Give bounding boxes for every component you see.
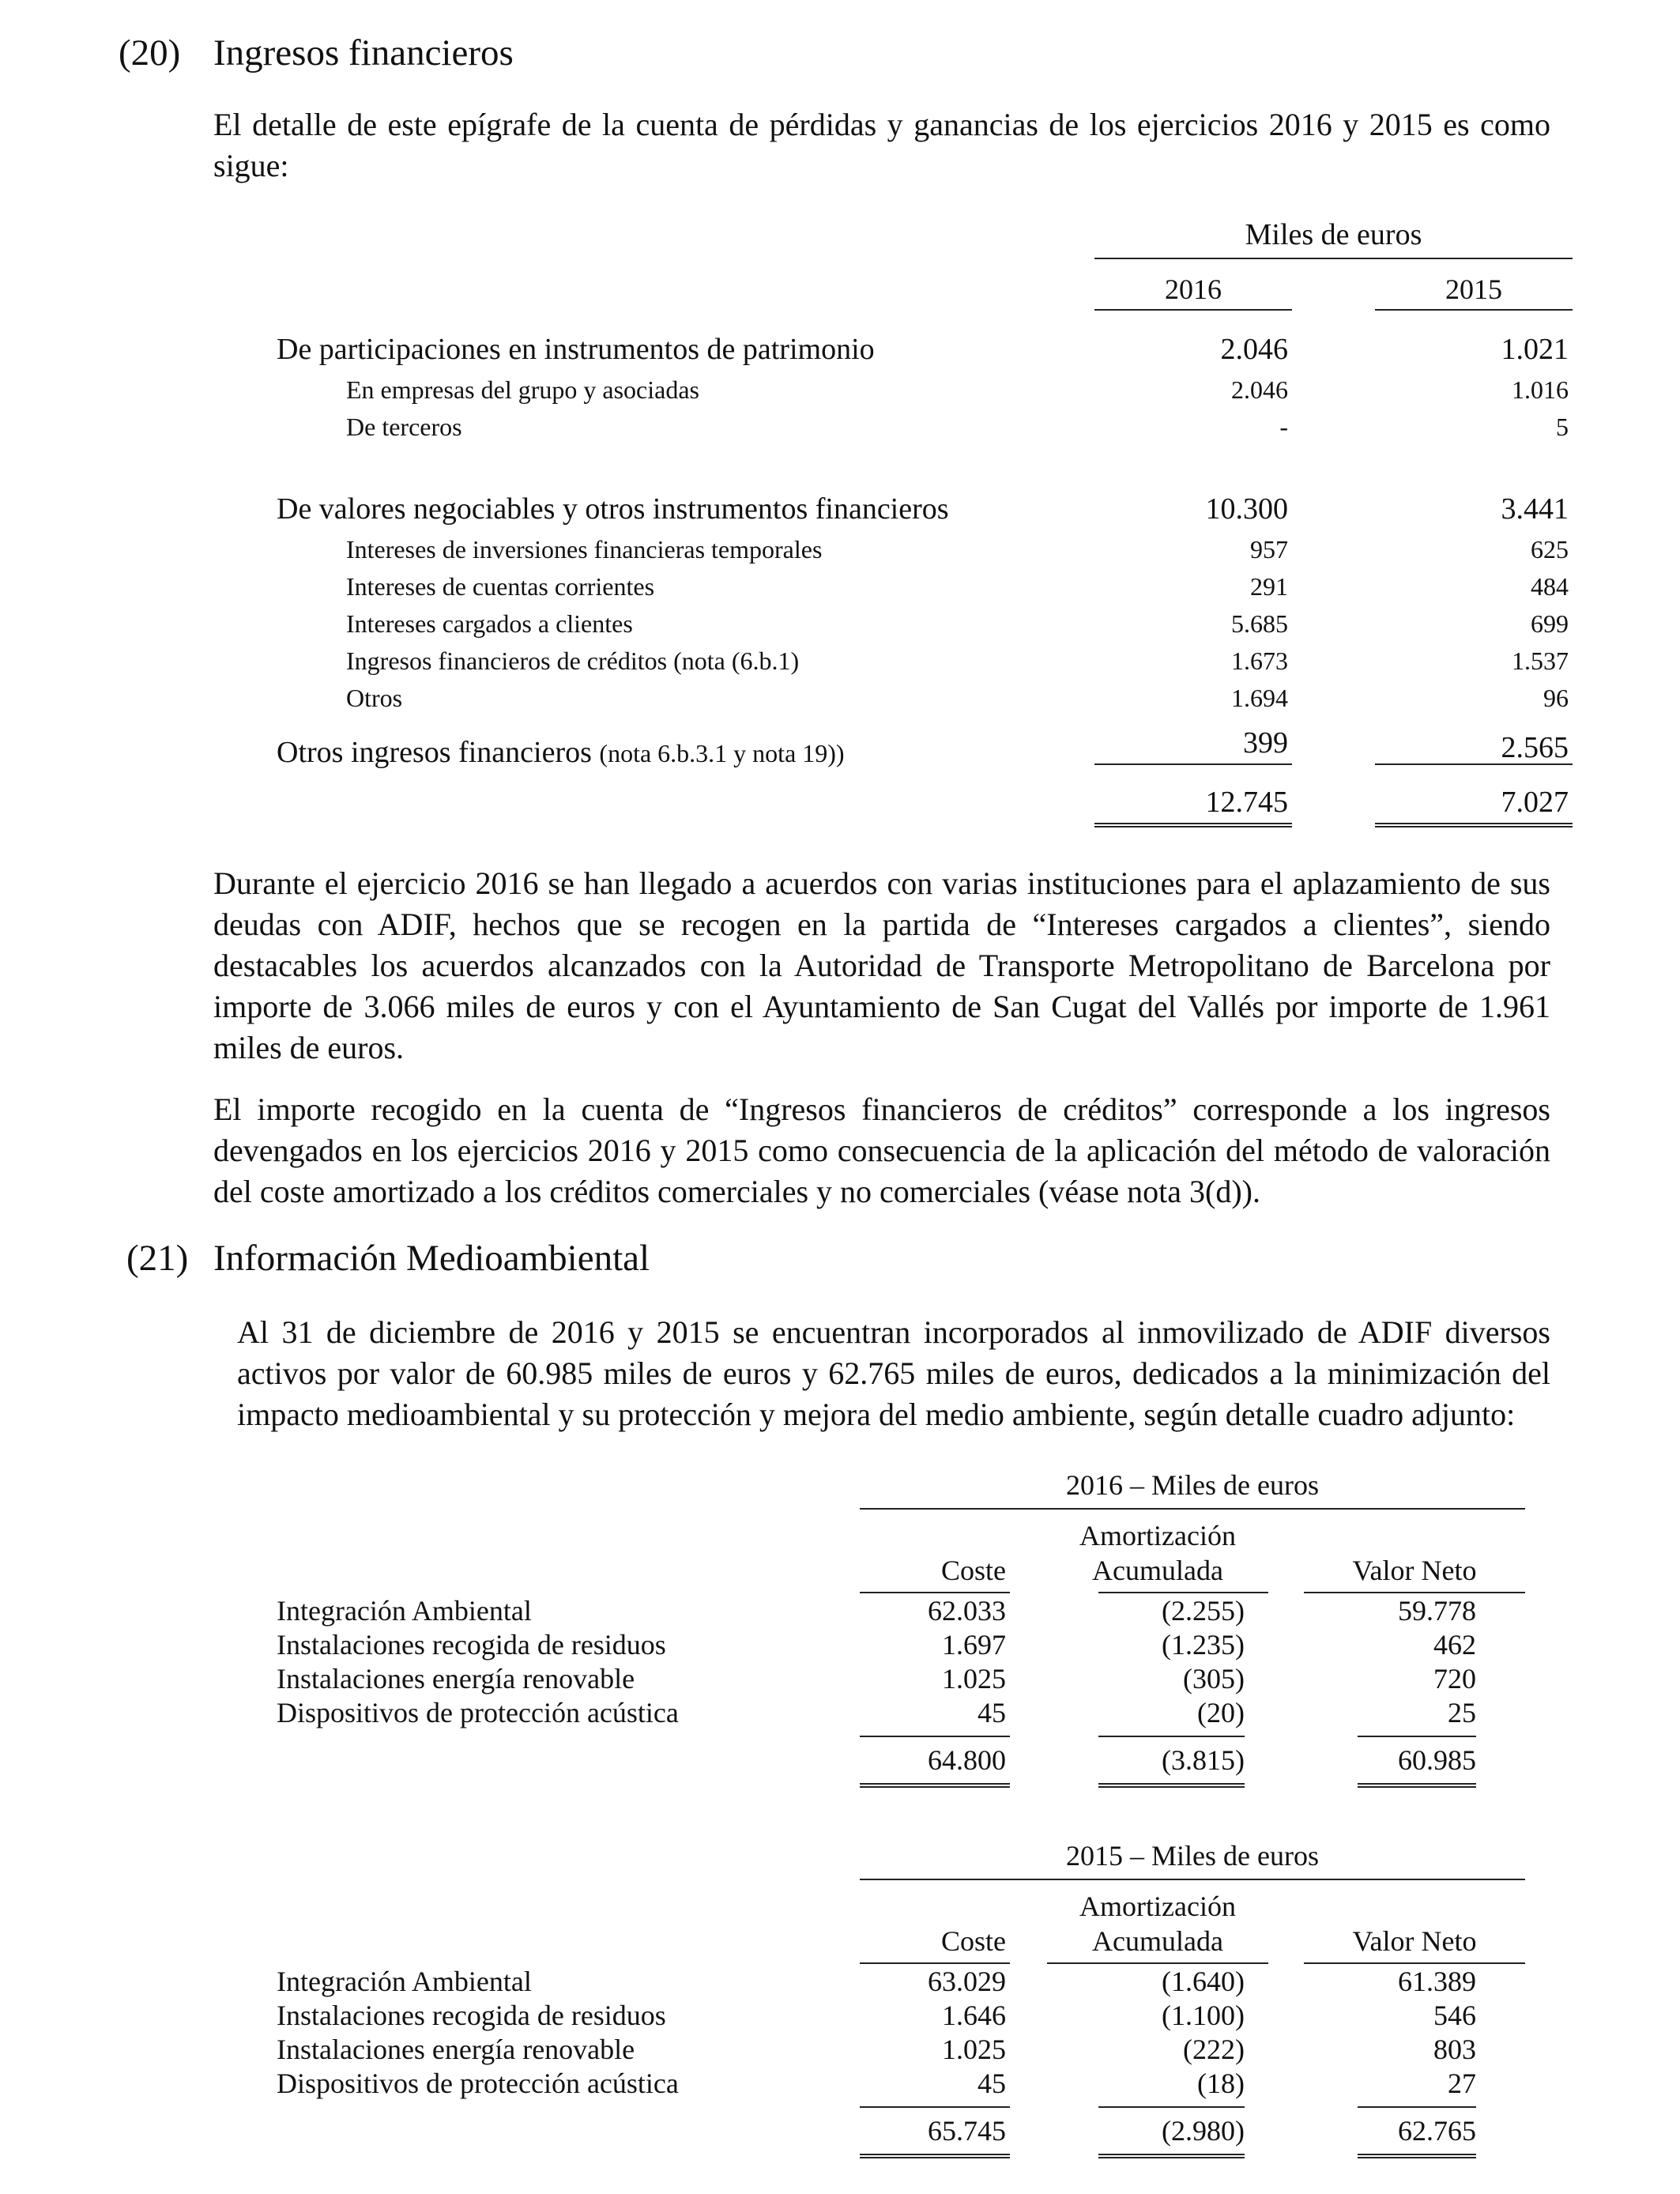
total-double-rule-coste bbox=[860, 2154, 1010, 2158]
item-label: Otros bbox=[346, 684, 403, 712]
env-total-amort: (2.980) bbox=[1162, 2115, 1245, 2147]
item-label: En empresas del grupo y asociadas bbox=[346, 375, 699, 404]
env-total-coste: 65.745 bbox=[928, 2115, 1006, 2147]
env-row-neto: 59.778 bbox=[1398, 1595, 1476, 1627]
other-income-note: (nota 6.b.3.1 y nota 19)) bbox=[599, 739, 845, 767]
env-table-2016-title: 2016 – Miles de euros bbox=[1066, 1469, 1319, 1501]
item-label: Intereses de inversiones financieras temporales bbox=[346, 535, 823, 564]
env-row-amort: (1.100) bbox=[1162, 2000, 1245, 2031]
item-value-2016: 291 bbox=[1250, 572, 1288, 601]
env-total-coste: 64.800 bbox=[928, 1744, 1006, 1776]
item-label: Ingresos financieros de créditos (nota (6.b.1) bbox=[346, 647, 800, 675]
env-row-neto: 720 bbox=[1433, 1663, 1476, 1695]
env-row-amort: (305) bbox=[1183, 1663, 1245, 1695]
year-2016-rule bbox=[1094, 309, 1292, 311]
col-coste-rule bbox=[860, 1962, 1010, 1964]
other-income-row bbox=[277, 735, 845, 770]
item-label: Intereses de cuentas corrientes bbox=[346, 572, 655, 601]
group-value-2015: 1.021 bbox=[1501, 333, 1569, 366]
year-2015-rule bbox=[1375, 309, 1573, 311]
env-row-coste: 62.033 bbox=[928, 1595, 1006, 1627]
col-neto: Valor Neto bbox=[1352, 1925, 1477, 1957]
section-20-paragraph-1: Durante el ejercicio 2016 se han llegado a acuerdos con varias instituciones para el aplazamiento de sus deudas con ADIF, hechos que se recogen en la partida de “Intereses cargados a clientes”, siendo destacables los acuerdos alcanzados con la Autoridad de Transporte Metropolitano de Barcelona por importe de 3.066 miles de euros y con el Ayuntamiento de San Cugat del Vallés por importe de 1.961 miles de euros. bbox=[213, 865, 1550, 1065]
env-row-neto: 462 bbox=[1433, 1629, 1476, 1661]
section-20-paragraph-2: El importe recogido en la cuenta de “Ingresos financieros de créditos” corresponde a los ingresos devengados en los ejercicios 2016 y 2015 como consecuencia de la aplicación del método de valoración del coste amortizado a los créditos comerciales y no comerciales (véase nota 3(d)). bbox=[213, 1091, 1550, 1209]
section-20-title: Ingresos financieros bbox=[213, 32, 514, 74]
item-value-2016: - bbox=[1279, 413, 1288, 441]
other-income-2016: 399 bbox=[1243, 726, 1288, 760]
subtotal-rule-amort bbox=[1098, 2106, 1245, 2108]
col-coste-rule bbox=[860, 1592, 1010, 1593]
subtotal-rule-neto bbox=[1358, 2106, 1476, 2108]
env-row-coste: 1.025 bbox=[942, 1663, 1006, 1695]
env-total-neto: 62.765 bbox=[1398, 2115, 1476, 2147]
group-label: De participaciones en instrumentos de patrimonio bbox=[277, 333, 875, 366]
subtotal-rule-coste bbox=[860, 1736, 1010, 1737]
env-row-label: Instalaciones recogida de residuos bbox=[277, 2000, 666, 2031]
col-amort-rule bbox=[1047, 1962, 1268, 1964]
col-neto: Valor Neto bbox=[1352, 1555, 1477, 1586]
col-amort-line1: Amortización bbox=[1079, 1520, 1236, 1551]
item-value-2015: 625 bbox=[1531, 535, 1569, 564]
group-label: De valores negociables y otros instrumentos financieros bbox=[277, 492, 949, 526]
other-income-label: Otros ingresos financieros bbox=[277, 736, 592, 769]
section-20-number: (20) bbox=[119, 32, 181, 74]
env-table-2015-title: 2015 – Miles de euros bbox=[1066, 1840, 1319, 1872]
header-rule bbox=[1094, 258, 1573, 259]
env-row-coste: 1.646 bbox=[942, 2000, 1006, 2031]
col-coste: Coste bbox=[940, 1555, 1006, 1586]
env-row-label: Integración Ambiental bbox=[277, 1595, 532, 1627]
env-row-coste: 63.029 bbox=[928, 1966, 1006, 1997]
col-amort-line1: Amortización bbox=[1079, 1891, 1236, 1922]
other-income-2015: 2.565 bbox=[1501, 731, 1569, 764]
env-row-amort: (1.640) bbox=[1162, 1966, 1245, 1997]
col-neto-rule bbox=[1304, 1592, 1525, 1593]
env-row-label: Instalaciones energía renovable bbox=[277, 1663, 635, 1695]
year-2015-header: 2015 bbox=[1445, 273, 1502, 305]
group-value-2016: 10.300 bbox=[1205, 492, 1288, 526]
env-row-neto: 546 bbox=[1433, 2000, 1476, 2031]
section-20-intro: El detalle de este epígrafe de la cuenta de pérdidas y ganancias de los ejercicios 2016 y 2015 es como sigue: bbox=[213, 107, 1550, 183]
env-row-amort: (2.255) bbox=[1162, 1595, 1245, 1627]
total-double-rule-amort bbox=[1098, 1783, 1245, 1788]
item-value-2016: 957 bbox=[1250, 535, 1288, 564]
total-double-rule-coste bbox=[860, 1783, 1010, 1788]
env-row-label: Dispositivos de protección acústica bbox=[277, 2068, 679, 2099]
env-table-2016-title-rule bbox=[860, 1508, 1525, 1510]
col-amort-rule bbox=[1098, 1592, 1268, 1593]
total-double-rule-neto bbox=[1358, 1783, 1476, 1788]
total-double-rule-2016 bbox=[1094, 823, 1292, 827]
item-value-2016: 1.694 bbox=[1231, 684, 1288, 712]
year-2016-header: 2016 bbox=[1165, 273, 1222, 305]
item-value-2016: 5.685 bbox=[1231, 609, 1288, 638]
total-double-rule-amort bbox=[1098, 2154, 1245, 2158]
env-row-label: Integración Ambiental bbox=[277, 1966, 532, 1997]
env-row-coste: 1.025 bbox=[942, 2034, 1006, 2065]
item-value-2016: 2.046 bbox=[1231, 375, 1288, 404]
subtotal-rule-2016 bbox=[1094, 763, 1292, 765]
item-value-2015: 484 bbox=[1531, 572, 1569, 601]
env-row-neto: 27 bbox=[1448, 2068, 1476, 2099]
subtotal-rule-neto bbox=[1358, 1736, 1476, 1737]
item-value-2015: 1.537 bbox=[1512, 647, 1569, 675]
item-label: Intereses cargados a clientes bbox=[346, 609, 633, 638]
env-total-neto: 60.985 bbox=[1398, 1744, 1476, 1776]
item-value-2016: 1.673 bbox=[1231, 647, 1288, 675]
env-row-amort: (222) bbox=[1183, 2034, 1245, 2065]
env-row-amort: (20) bbox=[1197, 1697, 1245, 1728]
unit-header: Miles de euros bbox=[1245, 218, 1422, 251]
env-row-coste: 1.697 bbox=[942, 1629, 1006, 1661]
total-2015: 7.027 bbox=[1501, 786, 1569, 819]
item-value-2015: 96 bbox=[1543, 684, 1569, 712]
env-row-coste: 45 bbox=[977, 2068, 1006, 2099]
subtotal-rule-amort bbox=[1098, 1736, 1245, 1737]
env-row-neto: 61.389 bbox=[1398, 1966, 1476, 1997]
col-amort-line2: Acumulada bbox=[1092, 1925, 1223, 1957]
group-value-2016: 2.046 bbox=[1220, 333, 1288, 366]
item-value-2015: 5 bbox=[1556, 413, 1569, 441]
col-neto-rule bbox=[1304, 1962, 1525, 1964]
total-double-rule-2015 bbox=[1375, 823, 1573, 827]
total-2016: 12.745 bbox=[1205, 786, 1288, 819]
env-row-amort: (18) bbox=[1197, 2068, 1245, 2099]
section-21-intro: Al 31 de diciembre de 2016 y 2015 se encuentran incorporados al inmovilizado de ADIF diversos activos por valor de 60.985 miles de euros y 62.765 miles de euros, dedicados a la minimización del impacto medioambiental y su protección y mejora del medio ambiente, según detalle cuadro adjunto: bbox=[237, 1314, 1550, 1432]
env-row-label: Dispositivos de protección acústica bbox=[277, 1697, 679, 1728]
subtotal-rule-coste bbox=[860, 2106, 1010, 2108]
item-value-2015: 1.016 bbox=[1512, 375, 1569, 404]
section-21-title: Información Medioambiental bbox=[213, 1238, 650, 1279]
item-label: De terceros bbox=[346, 413, 462, 441]
env-row-neto: 25 bbox=[1448, 1697, 1476, 1728]
group-value-2015: 3.441 bbox=[1501, 492, 1569, 526]
total-double-rule-neto bbox=[1358, 2154, 1476, 2158]
col-coste: Coste bbox=[940, 1925, 1006, 1957]
env-row-coste: 45 bbox=[977, 1697, 1006, 1728]
env-row-label: Instalaciones energía renovable bbox=[277, 2034, 635, 2065]
subtotal-rule-2015 bbox=[1375, 763, 1573, 765]
env-table-2015-title-rule bbox=[860, 1879, 1525, 1880]
env-row-label: Instalaciones recogida de residuos bbox=[277, 1629, 666, 1661]
col-amort-line2: Acumulada bbox=[1092, 1555, 1223, 1586]
section-21-number: (21) bbox=[126, 1238, 189, 1279]
env-row-neto: 803 bbox=[1433, 2034, 1476, 2065]
env-total-amort: (3.815) bbox=[1162, 1744, 1245, 1776]
item-value-2015: 699 bbox=[1531, 609, 1569, 638]
env-row-amort: (1.235) bbox=[1162, 1629, 1245, 1661]
